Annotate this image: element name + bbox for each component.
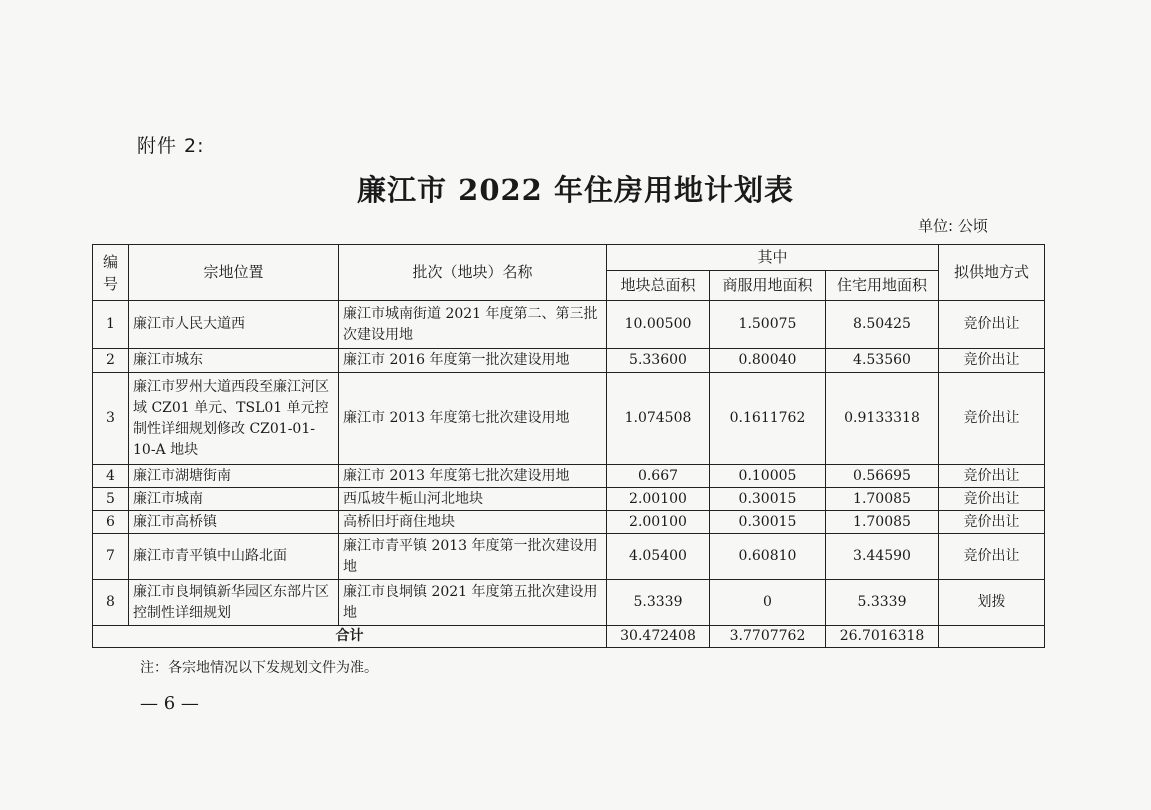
row-residential-area: 5.3339 xyxy=(826,580,939,626)
row-location: 廉江市青平镇中山路北面 xyxy=(129,534,339,580)
document-title: 廉江市 2022 年住房用地计划表 xyxy=(357,173,794,207)
row-residential-area: 1.70085 xyxy=(826,488,939,511)
row-commercial-area: 0.30015 xyxy=(710,511,826,534)
row-supply-method: 竞价出让 xyxy=(939,373,1045,465)
row-residential-area: 1.70085 xyxy=(826,511,939,534)
row-location: 廉江市良垌镇新华园区东部片区控制性详细规划 xyxy=(129,580,339,626)
row-location: 廉江市城东 xyxy=(129,349,339,373)
table-row xyxy=(93,373,1045,465)
footnote: 注：各宗地情况以下发规划文件为准。 xyxy=(140,660,378,676)
table-row xyxy=(93,488,1045,511)
unit-label: 单位: 公顷 xyxy=(918,217,988,235)
row-total-area: 1.074508 xyxy=(607,373,710,465)
commercial-area-sum: 3.7707762 xyxy=(710,626,826,648)
row-residential-area: 0.9133318 xyxy=(826,373,939,465)
row-residential-area: 0.56695 xyxy=(826,465,939,488)
attachment-label: 附件 2: xyxy=(137,135,205,157)
header-of-which: 其中 xyxy=(607,245,939,271)
row-supply-method: 划拨 xyxy=(939,580,1045,626)
row-supply-method: 竞价出让 xyxy=(939,511,1045,534)
row-no: 8 xyxy=(93,580,129,626)
row-commercial-area: 0.10005 xyxy=(710,465,826,488)
table-row xyxy=(93,301,1045,349)
residential-area-sum: 26.7016318 xyxy=(826,626,939,648)
row-commercial-area: 0.60810 xyxy=(710,534,826,580)
row-no: 1 xyxy=(93,301,129,349)
total-row xyxy=(93,626,1045,648)
row-batch: 廉江市 2016 年度第一批次建设用地 xyxy=(339,349,607,373)
row-no: 2 xyxy=(93,349,129,373)
header-commercial-area: 商服用地面积 xyxy=(710,271,826,301)
total-supply-method xyxy=(939,626,1045,648)
row-supply-method: 竞价出让 xyxy=(939,465,1045,488)
total-label: 合计 xyxy=(93,626,607,648)
table-row xyxy=(93,511,1045,534)
header-residential-area: 住宅用地面积 xyxy=(826,271,939,301)
row-batch: 廉江市良垌镇 2021 年度第五批次建设用地 xyxy=(339,580,607,626)
row-batch: 廉江市青平镇 2013 年度第一批次建设用地 xyxy=(339,534,607,580)
table-row xyxy=(93,534,1045,580)
row-supply-method: 竞价出让 xyxy=(939,349,1045,373)
row-residential-area: 3.44590 xyxy=(826,534,939,580)
row-location: 廉江市罗州大道西段至廉江河区域 CZ01 单元、TSL01 单元控制性详细规划修改 CZ01-01-10-A 地块 xyxy=(129,373,339,465)
table-row xyxy=(93,580,1045,626)
table-row xyxy=(93,465,1045,488)
row-batch: 廉江市 2013 年度第七批次建设用地 xyxy=(339,465,607,488)
row-batch: 高桥旧圩商住地块 xyxy=(339,511,607,534)
row-location: 廉江市城南 xyxy=(129,488,339,511)
row-total-area: 2.00100 xyxy=(607,511,710,534)
row-total-area: 5.3339 xyxy=(607,580,710,626)
housing-land-plan-table xyxy=(92,244,1045,648)
header-batch: 批次（地块）名称 xyxy=(339,245,607,301)
row-no: 3 xyxy=(93,373,129,465)
row-supply-method: 竞价出让 xyxy=(939,301,1045,349)
row-total-area: 5.33600 xyxy=(607,349,710,373)
header-location: 宗地位置 xyxy=(129,245,339,301)
table-row xyxy=(93,349,1045,373)
row-commercial-area: 0 xyxy=(710,580,826,626)
row-location: 廉江市人民大道西 xyxy=(129,301,339,349)
row-total-area: 4.05400 xyxy=(607,534,710,580)
row-total-area: 2.00100 xyxy=(607,488,710,511)
row-location: 廉江市高桥镇 xyxy=(129,511,339,534)
row-no: 4 xyxy=(93,465,129,488)
row-commercial-area: 0.30015 xyxy=(710,488,826,511)
row-batch: 廉江市城南街道 2021 年度第二、第三批次建设用地 xyxy=(339,301,607,349)
page-number: — 6 — xyxy=(140,693,199,714)
row-supply-method: 竞价出让 xyxy=(939,488,1045,511)
row-no: 7 xyxy=(93,534,129,580)
row-batch: 廉江市 2013 年度第七批次建设用地 xyxy=(339,373,607,465)
row-no: 6 xyxy=(93,511,129,534)
total-area-sum: 30.472408 xyxy=(607,626,710,648)
row-batch: 西瓜坡牛栀山河北地块 xyxy=(339,488,607,511)
row-total-area: 10.00500 xyxy=(607,301,710,349)
header-supply-method: 拟供地方式 xyxy=(939,245,1045,301)
row-commercial-area: 1.50075 xyxy=(710,301,826,349)
row-supply-method: 竞价出让 xyxy=(939,534,1045,580)
row-location: 廉江市湖塘街南 xyxy=(129,465,339,488)
row-residential-area: 8.50425 xyxy=(826,301,939,349)
row-commercial-area: 0.80040 xyxy=(710,349,826,373)
header-no: 编 号 xyxy=(93,245,129,301)
header-total-area: 地块总面积 xyxy=(607,271,710,301)
row-no: 5 xyxy=(93,488,129,511)
row-commercial-area: 0.1611762 xyxy=(710,373,826,465)
row-residential-area: 4.53560 xyxy=(826,349,939,373)
row-total-area: 0.667 xyxy=(607,465,710,488)
